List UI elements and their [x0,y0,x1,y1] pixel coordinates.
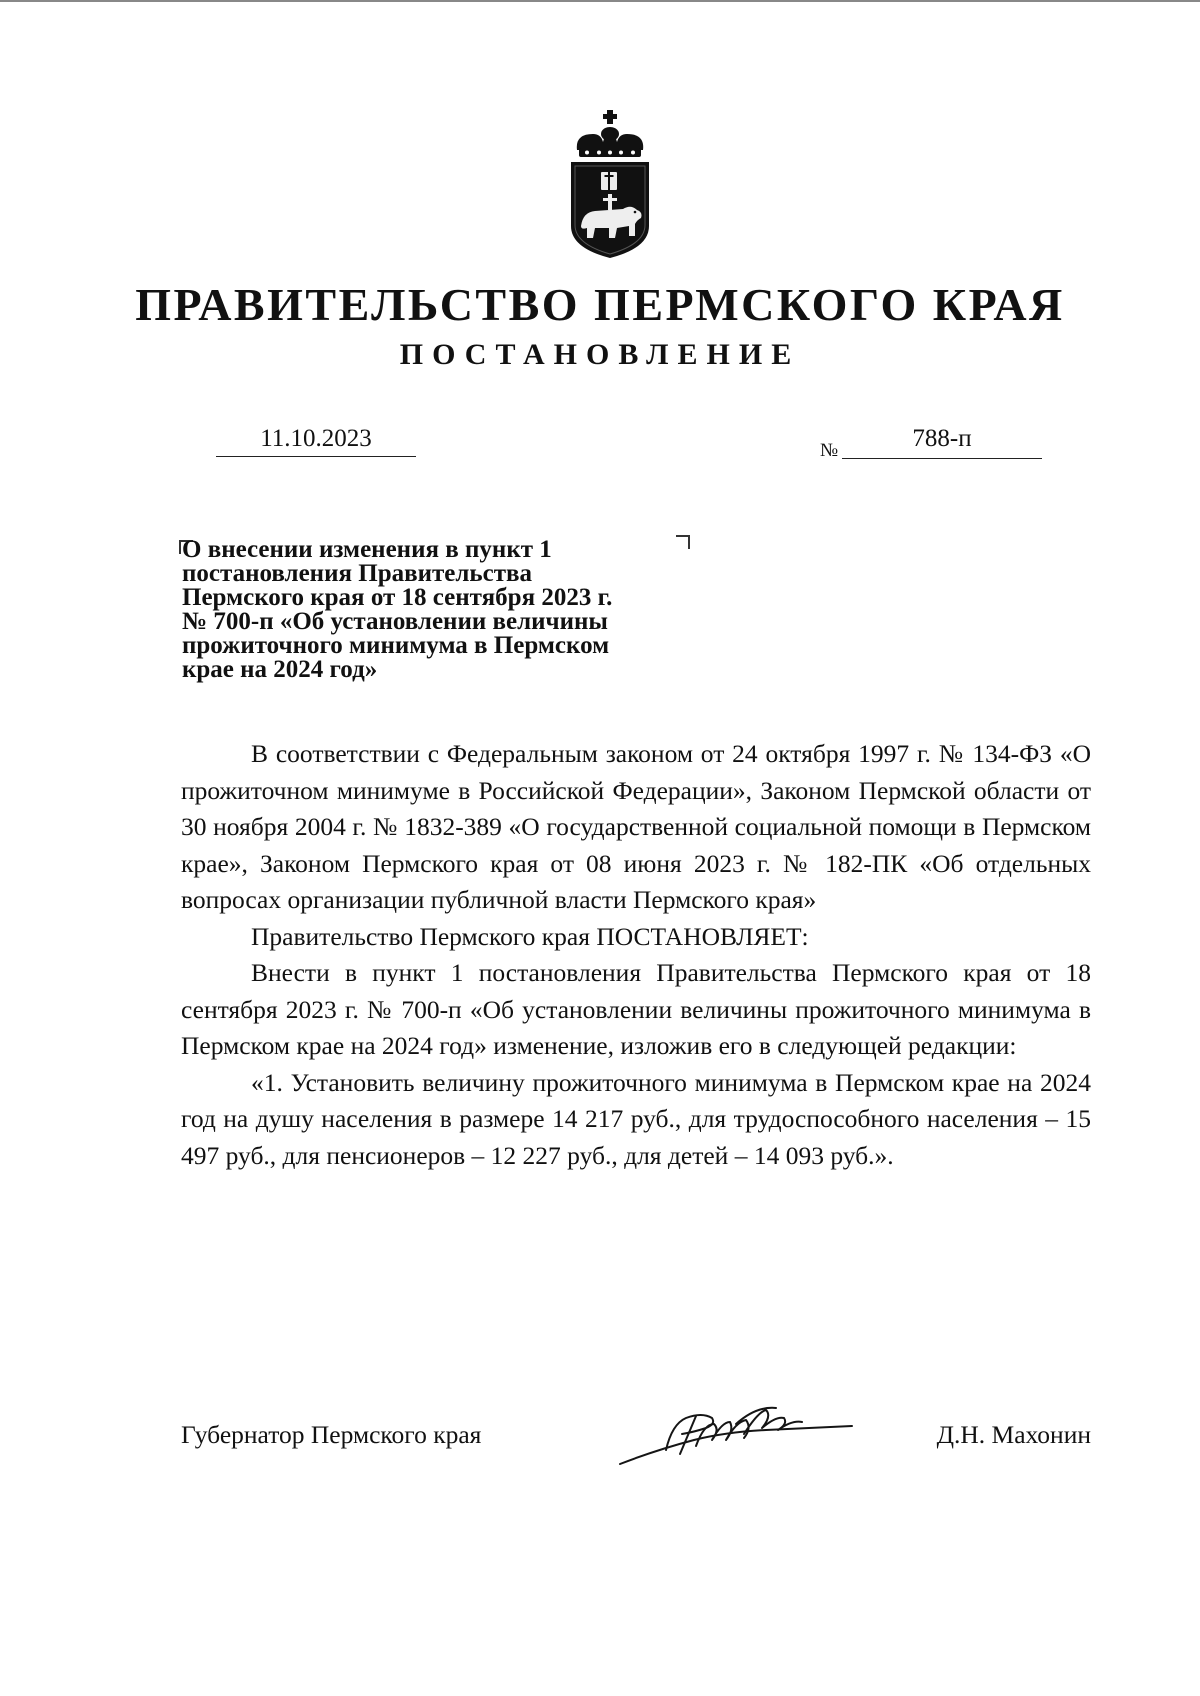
number-label: № [820,440,839,461]
subject-line: прожиточного минимума в Пермском [182,632,610,659]
signatory-title: Губернатор Пермского края [181,1420,482,1449]
subject-line: Пермского края от 18 сентября 2023 г. [182,584,613,611]
perm-krai-coat-of-arms-icon [565,108,655,260]
document-body [181,736,1091,1174]
subject-line: № 700-п «Об установлении величины [182,608,608,635]
subject-line: постановления Правительства [182,560,532,587]
subject-line: крае на 2024 год» [182,656,378,683]
scan-top-edge [0,0,1200,2]
document-date: 11.10.2023 [216,425,416,457]
body-paragraph: В соответствии с Федеральным законом от 24 октября 1997 г. № 134-ФЗ «О прожиточном минимуме в Российской Федерации», Законом Пермской области от 30 ноября 2004 г. № 1832-389 «О государственной социальной помощи в Пермском крае», Законом Пермского края от 08 июня 2023 г. № 182-ПК «Об отдельных вопросах организации публичной власти Пермского края» [181,739,1091,914]
body-paragraph: «1. Установить величину прожиточного минимума в Пермском крае на 2024 год на душу населения в размере 14 217 руб., для трудоспособного населения – 15 497 руб., для пенсионеров – 12 227 руб., для детей – 14 093 руб.». [181,1067,1091,1170]
signature-block [181,1420,1091,1480]
document-type: ПОСТАНОВЛЕНИЕ [399,338,801,371]
body-paragraph: Внести в пункт 1 постановления Правительства Пермского края от 18 сентября 2023 г. № 700-п «Об установлении величины прожиточного минимума в Пермском крае на 2024 год» изменение, изложив его в следующей редакции: [181,958,1091,1060]
government-title: ПРАВИТЕЛЬСТВО ПЕРМСКОГО КРАЯ [135,279,1065,330]
handwritten-signature [616,1394,856,1474]
signatory-name: Д.Н. Махонин [936,1420,1091,1449]
document-subject [182,538,702,682]
body-paragraph: Правительство Пермского края ПОСТАНОВЛЯЕТ: [251,921,809,951]
document-number: 788-п [842,425,1042,459]
subject-line: О внесении изменения в пункт 1 [182,536,552,563]
